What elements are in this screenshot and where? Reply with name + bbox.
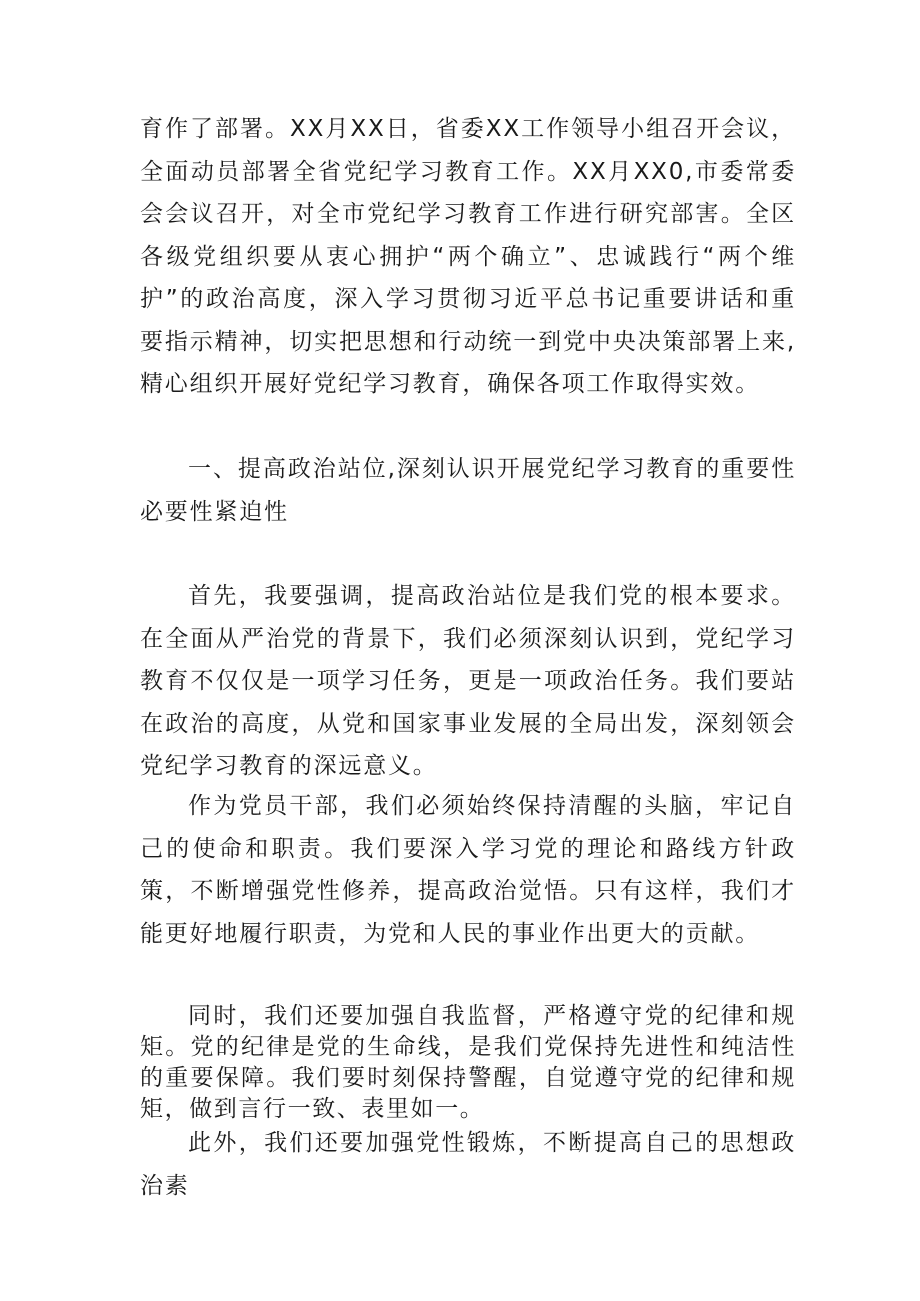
paragraph: 同时，我们还要加强自我监督，严格遵守党的纪律和规矩。党的纪律是党的生命线，是我们党保持先进性和纯洁性的重要保障。我们要时刻保持警醒，自觉遵守党的纪律和规矩，做到言行一致、表里如一。 bbox=[140, 1003, 796, 1122]
paragraph-truncated: 此外，我们还要加强党性锻炼，不断提高自己的思想政治素 bbox=[140, 1130, 796, 1199]
section-heading: 一、提高政治站位,深刻认识开展党纪学习教育的重要性必要性紧迫性 bbox=[140, 456, 796, 525]
paragraph: 首先，我要强调，提高政治站位是我们党的根本要求。在全面从严治党的背景下，我们必须深刻认识到，党纪学习教育不仅仅是一项学习任务，更是一项政治任务。我们要站在政治的高度，从党和国家事业发展的全局出发，深刻领会党纪学习教育的深远意义。 bbox=[140, 583, 796, 779]
paragraph: 作为党员干部，我们必须始终保持清醒的头脑，牢记自己的使命和职责。我们要深入学习党的理论和路线方针政策，不断增强党性修养，提高政治觉悟。只有这样，我们才能更好地履行职责，为党和人民的事业作出更大的贡献。 bbox=[140, 793, 796, 947]
paragraph-continued: 育作了部署。XX月XX日，省委XX工作领导小组召开会议，全面动员部署全省党纪学习教育工作。XX月XX0,市委常委会会议召开，对全市党纪学习教育工作进行研究部害。全区各级党组织要从衷心拥护“两个确立”、忠诚践行“两个维护”的政治高度，深入学习贯彻习近平总书记重要讲话和重要指示精神，切实把思想和行动统一到党中央决策部署上来,精心组织开展好党纪学习教育，确保各项工作取得实效。 bbox=[140, 116, 796, 397]
